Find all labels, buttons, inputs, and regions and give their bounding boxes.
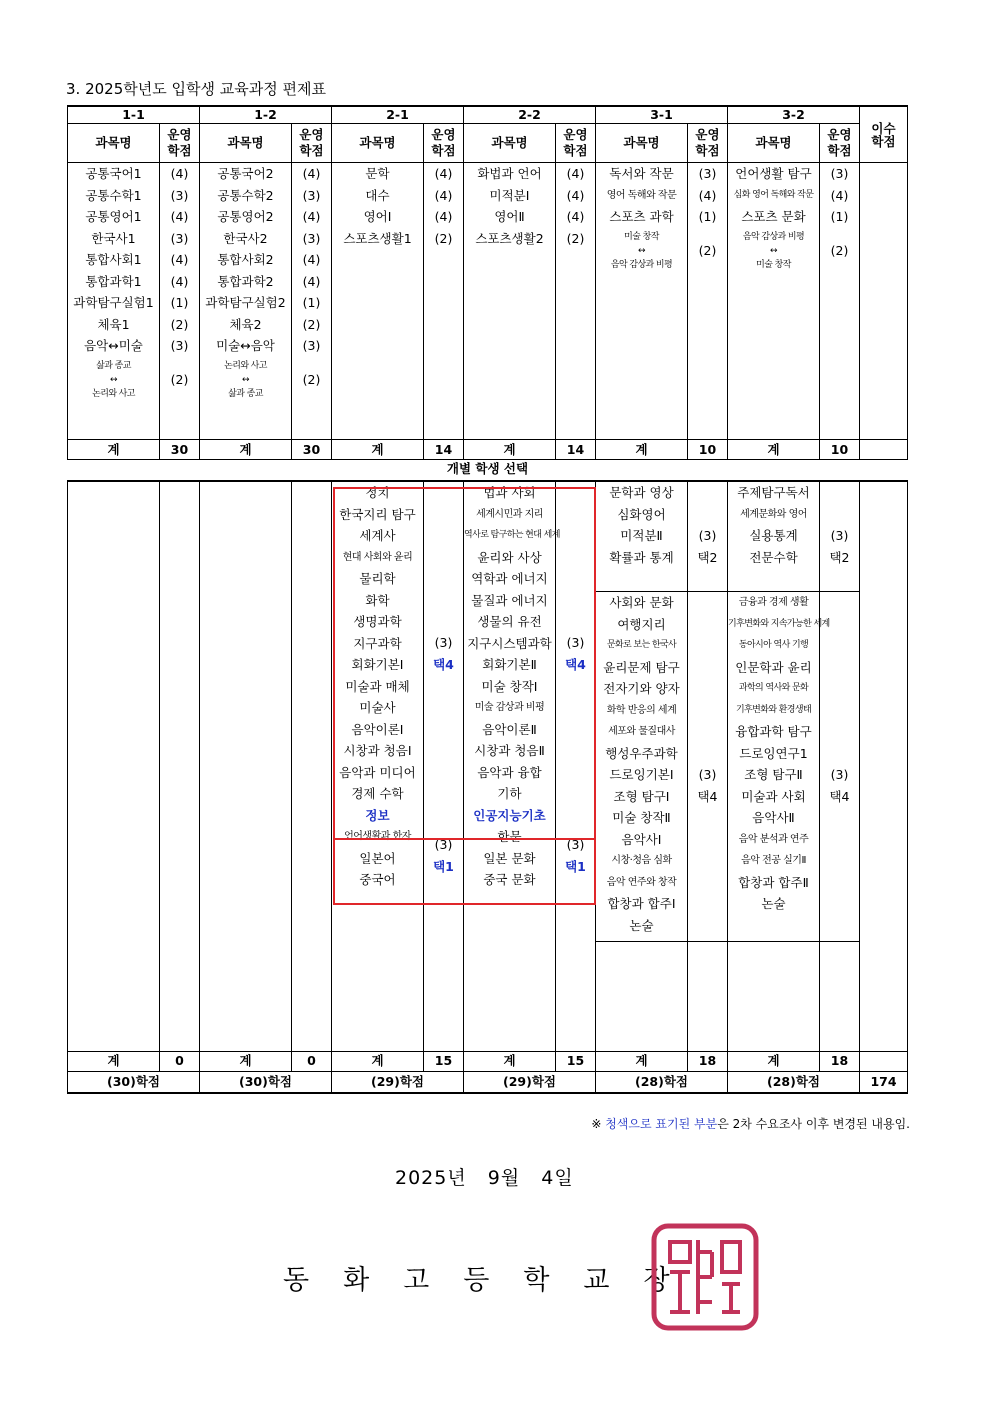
list-item: 일본어 (359, 850, 396, 866)
empty-cell (200, 481, 292, 1051)
list-item: 미술 창작Ⅰ (481, 678, 538, 694)
list-item: (4) (434, 187, 453, 203)
list-item: 미술과 사회 (741, 788, 806, 804)
sum-value: 0 (160, 1051, 200, 1071)
core-credits (160, 163, 200, 440)
group-b (464, 826, 555, 891)
empty-cell (860, 163, 908, 440)
list-item: 주제탐구독서 (737, 485, 810, 500)
sum-value: 14 (424, 440, 464, 460)
credit-header: 운영 학점 (424, 124, 464, 163)
list-item: 융합과학 탐구 (735, 724, 812, 739)
credit-value: (3) (566, 837, 585, 852)
core-list (332, 163, 424, 440)
empty-cell (68, 481, 160, 1051)
list-item: (4) (302, 252, 321, 267)
list-item: 드로잉연구1 (739, 745, 808, 761)
list-item: (2) (830, 242, 849, 258)
sum-value: 18 (820, 1051, 860, 1071)
list-item: 스포츠 과학 (609, 209, 674, 224)
core-list (464, 163, 556, 440)
group-a (464, 482, 560, 826)
list-item: 체육2 (229, 316, 262, 332)
official-seal-icon (650, 1222, 760, 1332)
empty-cell (860, 481, 908, 1051)
credit-header: 운영 학점 (688, 124, 728, 163)
list-item: 음악 감상과 비평 ↔ 미술 창작 (742, 231, 805, 270)
list-item: (1) (302, 295, 321, 310)
core-list (68, 163, 160, 440)
subject-header: 과목명 (596, 124, 688, 163)
list-item: 미술과 매체 (345, 678, 410, 694)
list-item: 회화기본Ⅰ (351, 657, 404, 672)
elective-credit-2-1 (424, 481, 464, 1051)
empty-cell (860, 440, 908, 460)
semester-total: (29)학점 (332, 1071, 464, 1093)
list-item: 합창과 합주Ⅰ (607, 896, 676, 911)
elective-credit-3-2 (820, 481, 860, 1051)
list-item: 과학탐구실험1 (73, 295, 154, 310)
credit-value: (3) (566, 635, 585, 650)
sum-value: 10 (688, 440, 728, 460)
list-item: (4) (170, 252, 189, 267)
list-item: 인문학과 윤리 (735, 659, 812, 675)
list-item: 행성우주과학 (605, 745, 678, 761)
list-item: (2) (302, 371, 321, 387)
sum-label: 계 (200, 440, 292, 460)
list-item: 공통영어1 (85, 209, 142, 224)
list-item: 스포츠 문화 (741, 209, 806, 224)
group-b (332, 826, 423, 891)
elective-list-2-2 (464, 481, 560, 1051)
list-item: 회화기본Ⅱ (482, 657, 537, 672)
subject-header: 과목명 (200, 124, 292, 163)
semester-header: 2-2 (464, 106, 596, 124)
list-item: 여행지리 (617, 616, 666, 632)
list-item: (3) (302, 187, 321, 203)
sum-label: 계 (464, 440, 556, 460)
core-list (728, 163, 820, 440)
list-item: 음악이론Ⅰ (351, 721, 404, 737)
semester-header-row (68, 106, 908, 124)
list-item: 영어 독해와 작문 (606, 189, 677, 201)
pick-count: 택1 (433, 858, 454, 874)
list-item: 기하 (497, 786, 522, 801)
elective-credit-3-1 (688, 481, 728, 1051)
list-item: 물질과 에너지 (471, 592, 548, 608)
sum-label: 계 (728, 1051, 820, 1071)
core-credits (556, 163, 596, 440)
semester-total: (28)학점 (728, 1071, 860, 1093)
list-item: (2) (434, 230, 453, 246)
list-item: 음악 전공 실기Ⅱ (741, 855, 806, 866)
list-item: (3) (302, 230, 321, 246)
pick-count: 택4 (829, 788, 850, 804)
list-item: 과학탐구실험2 (205, 295, 286, 310)
list-item: 음악이론Ⅱ (482, 721, 537, 737)
list-item: 음악과 융합 (477, 764, 542, 780)
total-row (68, 1071, 908, 1093)
list-item: (1) (170, 295, 189, 310)
list-item: 정치 (365, 485, 390, 500)
core-credits (820, 163, 860, 440)
list-item: (2) (302, 316, 321, 332)
grand-total: 174 (860, 1071, 908, 1093)
list-item: 음악 연주와 창작 (606, 876, 677, 888)
sum-value: 0 (292, 1051, 332, 1071)
list-item: 공통영어2 (217, 209, 274, 224)
list-item: (4) (434, 166, 453, 181)
list-item: 논술 (629, 917, 654, 933)
core-credits (424, 163, 464, 440)
credit-total-header: 이수 학점 (860, 106, 908, 163)
list-item: 공통수학1 (85, 187, 142, 203)
sum-label: 계 (596, 1051, 688, 1071)
list-item: 음악 분석과 연주 (738, 833, 809, 845)
list-item: 영어Ⅱ (494, 209, 525, 224)
sum-label: 계 (728, 440, 820, 460)
elective-section-row (68, 460, 908, 482)
semester-total: (29)학점 (464, 1071, 596, 1093)
subject-header: 과목명 (332, 124, 424, 163)
list-item: (3) (698, 166, 717, 181)
list-item: 심화 영어 독해와 작문 (733, 189, 814, 200)
list-item: (4) (170, 209, 189, 224)
core-subjects-row (68, 163, 908, 440)
semester-total: (30)학점 (68, 1071, 200, 1093)
list-item: (4) (566, 166, 585, 181)
list-item: (4) (170, 166, 189, 181)
list-item: 체육1 (97, 316, 130, 332)
group-a (596, 482, 687, 592)
credit-value: (3) (830, 767, 849, 782)
list-item: 심화영어 (617, 506, 666, 522)
pick-count: 택2 (697, 549, 718, 565)
credit-value: (3) (698, 528, 717, 543)
list-item: 경제 수학 (351, 786, 404, 801)
list-item: 문학과 영상 (609, 485, 674, 500)
list-item: 합창과 합주Ⅱ (738, 874, 809, 890)
elective-subjects-row (68, 481, 908, 1051)
list-item: 미적분Ⅰ (489, 187, 530, 203)
pick-count: 택2 (829, 549, 850, 565)
list-item: 삶과 종교 ↔ 논리와 사고 (92, 360, 135, 399)
semester-header: 3-1 (596, 106, 728, 124)
list-item: 실용통계 (749, 528, 798, 543)
pick-count: 택4 (565, 656, 586, 672)
sum-label: 계 (68, 440, 160, 460)
core-list (200, 163, 292, 440)
list-item: 화학 (365, 592, 390, 608)
list-item: 논리와 사고 ↔ 삶과 종교 (224, 360, 267, 399)
list-item: 확률과 통계 (609, 549, 674, 565)
core-credits (292, 163, 332, 440)
list-item: 대수 (365, 187, 390, 203)
note-highlight: 청색으로 표기된 부분 (605, 1117, 718, 1131)
list-item: 역사로 탐구하는 현대 세계 (464, 530, 560, 540)
page-title: 3. 2025학년도 입학생 교육과정 편제표 (66, 80, 326, 98)
credit-value: (3) (698, 767, 717, 782)
list-item: (3) (170, 230, 189, 246)
semester-total: (28)학점 (596, 1071, 728, 1093)
list-item: 생물의 유전 (477, 614, 542, 629)
list-item: 통합사회1 (85, 252, 142, 267)
group-b (596, 592, 687, 942)
school-principal: 동화고등학교장 (283, 1265, 704, 1296)
list-item: 사회와 문화 (609, 595, 674, 610)
list-item: (3) (302, 338, 321, 353)
list-item: 공통수학2 (217, 187, 274, 203)
group-a (332, 482, 423, 826)
note-suffix: 은 2차 수요조사 이후 변경된 내용임. (717, 1117, 910, 1131)
list-item: 조형 탐구Ⅰ (613, 788, 670, 804)
list-item: 문화로 보는 한국사 (606, 640, 677, 650)
credit-value: (3) (434, 635, 453, 650)
list-item: 역학과 에너지 (471, 571, 548, 586)
list-item: (2) (170, 316, 189, 332)
list-item: 정보 (365, 807, 390, 823)
list-item: 물리학 (359, 571, 396, 586)
list-item: 시창·청음 심화 (611, 855, 672, 866)
list-item: (4) (302, 273, 321, 289)
sum-label: 계 (464, 1051, 556, 1071)
list-item: (3) (170, 338, 189, 353)
list-item: (4) (566, 209, 585, 224)
list-item: (4) (302, 166, 321, 181)
pick-count: 택1 (565, 858, 586, 874)
list-item: (1) (698, 209, 717, 224)
sum-value: 10 (820, 440, 860, 460)
pick-count: 택4 (433, 656, 454, 672)
list-item: 시창과 청음Ⅰ (343, 743, 412, 758)
credit-header: 운영 학점 (820, 124, 860, 163)
list-item: 미술사 (359, 700, 396, 715)
elective-list-2-1 (332, 481, 424, 1051)
list-item: (2) (698, 242, 717, 258)
list-item: 윤리문제 탐구 (603, 659, 680, 675)
list-item: 통합사회2 (217, 252, 274, 267)
elective-list-3-1 (596, 481, 688, 1051)
list-item: 스포츠생활1 (343, 230, 412, 246)
list-item: 언어생활 탐구 (735, 166, 812, 181)
sum-value: 15 (556, 1051, 596, 1071)
list-item: 음악과 미디어 (339, 764, 416, 780)
core-credits (688, 163, 728, 440)
semester-header: 1-2 (200, 106, 332, 124)
list-item: (4) (170, 273, 189, 289)
list-item: 인공지능기초 (473, 807, 546, 823)
list-item: 미술↔음악 (216, 338, 275, 353)
sum-label: 계 (200, 1051, 292, 1071)
elective-sum-row (68, 1051, 908, 1071)
list-item: 기후변화와 지속가능한 세계 (728, 618, 830, 629)
list-item: 드로잉기본Ⅰ (609, 767, 674, 782)
list-item: (4) (830, 187, 849, 203)
list-item: (2) (566, 230, 585, 246)
list-item: (4) (566, 187, 585, 203)
subject-header: 과목명 (728, 124, 820, 163)
subject-header: 과목명 (68, 124, 160, 163)
list-item: 세포와 물질대사 (608, 726, 675, 737)
list-item: 전자기와 양자 (603, 681, 680, 696)
list-item: 한문 (497, 829, 522, 844)
list-item: 세계시민과 지리 (476, 508, 543, 520)
sum-label: 계 (68, 1051, 160, 1071)
list-item: 음악↔미술 (84, 338, 143, 353)
list-item: (3) (170, 187, 189, 203)
semester-header: 3-2 (728, 106, 860, 124)
list-item: 통합과학1 (85, 273, 142, 289)
empty-cell (860, 1051, 908, 1071)
list-item: 화법과 언어 (477, 166, 542, 181)
group-b (728, 592, 830, 942)
change-note (591, 1115, 910, 1132)
sum-label: 계 (332, 440, 424, 460)
list-item: (4) (434, 209, 453, 224)
credit-header: 운영 학점 (556, 124, 596, 163)
list-item: 지구과학 (353, 635, 402, 651)
sum-value: 14 (556, 440, 596, 460)
list-item: 일본 문화 (483, 850, 536, 866)
list-item: 화학 반응의 세계 (606, 704, 677, 716)
list-item: 동아시아 역사 기행 (738, 640, 809, 650)
credit-value: (3) (434, 837, 453, 852)
note-prefix: ※ (591, 1117, 606, 1131)
list-item: 기후변화와 환경생태 (735, 704, 812, 715)
list-item: 미술 감상과 비평 (474, 702, 545, 713)
changed-region-divider (333, 838, 596, 840)
list-item: (4) (698, 187, 717, 203)
semester-header: 2-1 (332, 106, 464, 124)
list-item: 중국어 (359, 872, 396, 887)
list-item: 시창과 청음Ⅱ (474, 743, 545, 758)
document-date: 2025년 9월 4일 (395, 1167, 574, 1189)
subject-header: 과목명 (464, 124, 556, 163)
core-sum-row (68, 440, 908, 460)
list-item: (2) (170, 371, 189, 387)
list-item: (1) (830, 209, 849, 224)
list-item: 과학의 역사와 문화 (738, 683, 809, 693)
list-item: 독서와 작문 (609, 166, 674, 181)
list-item: 금융과 경제 생활 (738, 597, 809, 608)
credit-value: (3) (830, 528, 849, 543)
elective-credit-2-2 (556, 481, 596, 1051)
curriculum-table (67, 105, 908, 1094)
list-item: 문학 (365, 166, 390, 181)
elective-section-label: 개별 학생 선택 (68, 460, 908, 482)
list-item: 통합과학2 (217, 273, 274, 289)
list-item: 공통국어1 (85, 166, 142, 181)
list-item: 미술 창작 ↔ 음악 감상과 비평 (610, 231, 673, 270)
list-item: 전문수학 (749, 549, 798, 565)
list-item: 생명과학 (353, 614, 402, 629)
list-item: 음악사Ⅰ (621, 831, 662, 847)
list-item: (4) (302, 209, 321, 224)
list-item: 세계문화와 영어 (740, 508, 807, 520)
elective-list-3-2 (728, 481, 830, 1051)
list-item: 한국사1 (91, 230, 136, 246)
list-item: 미적분Ⅱ (620, 528, 663, 543)
list-item: 공통국어2 (217, 166, 274, 181)
empty-cell (160, 481, 200, 1051)
sum-value: 15 (424, 1051, 464, 1071)
group-a (728, 482, 819, 592)
empty-cell (292, 481, 332, 1051)
list-item: 지구시스템과학 (467, 635, 552, 651)
list-item: 한국사2 (223, 230, 268, 246)
list-item: 법과 사회 (483, 485, 536, 500)
list-item: 현대 사회와 윤리 (342, 551, 413, 563)
semester-header: 1-1 (68, 106, 200, 124)
core-list (596, 163, 688, 440)
list-item: (3) (830, 166, 849, 181)
list-item: 논술 (761, 896, 786, 911)
sum-label: 계 (596, 440, 688, 460)
sum-label: 계 (332, 1051, 424, 1071)
credit-header: 운영 학점 (160, 124, 200, 163)
list-item: 스포츠생활2 (475, 230, 544, 246)
list-item: 조형 탐구Ⅱ (744, 767, 803, 782)
list-item: 영어Ⅰ (363, 209, 392, 224)
list-item: 윤리와 사상 (477, 549, 542, 565)
list-item: 세계사 (359, 528, 396, 543)
column-header-row (68, 124, 908, 163)
sum-value: 30 (160, 440, 200, 460)
list-item: 미술 창작Ⅱ (612, 810, 671, 825)
list-item: 한국지리 탐구 (339, 506, 416, 522)
list-item: 음악사Ⅱ (752, 810, 795, 825)
list-item: 중국 문화 (483, 872, 536, 887)
credit-header: 운영 학점 (292, 124, 332, 163)
sum-value: 30 (292, 440, 332, 460)
sum-value: 18 (688, 1051, 728, 1071)
semester-total: (30)학점 (200, 1071, 332, 1093)
pick-count: 택4 (697, 788, 718, 804)
list-item: 언어생활과 한자 (344, 831, 411, 842)
